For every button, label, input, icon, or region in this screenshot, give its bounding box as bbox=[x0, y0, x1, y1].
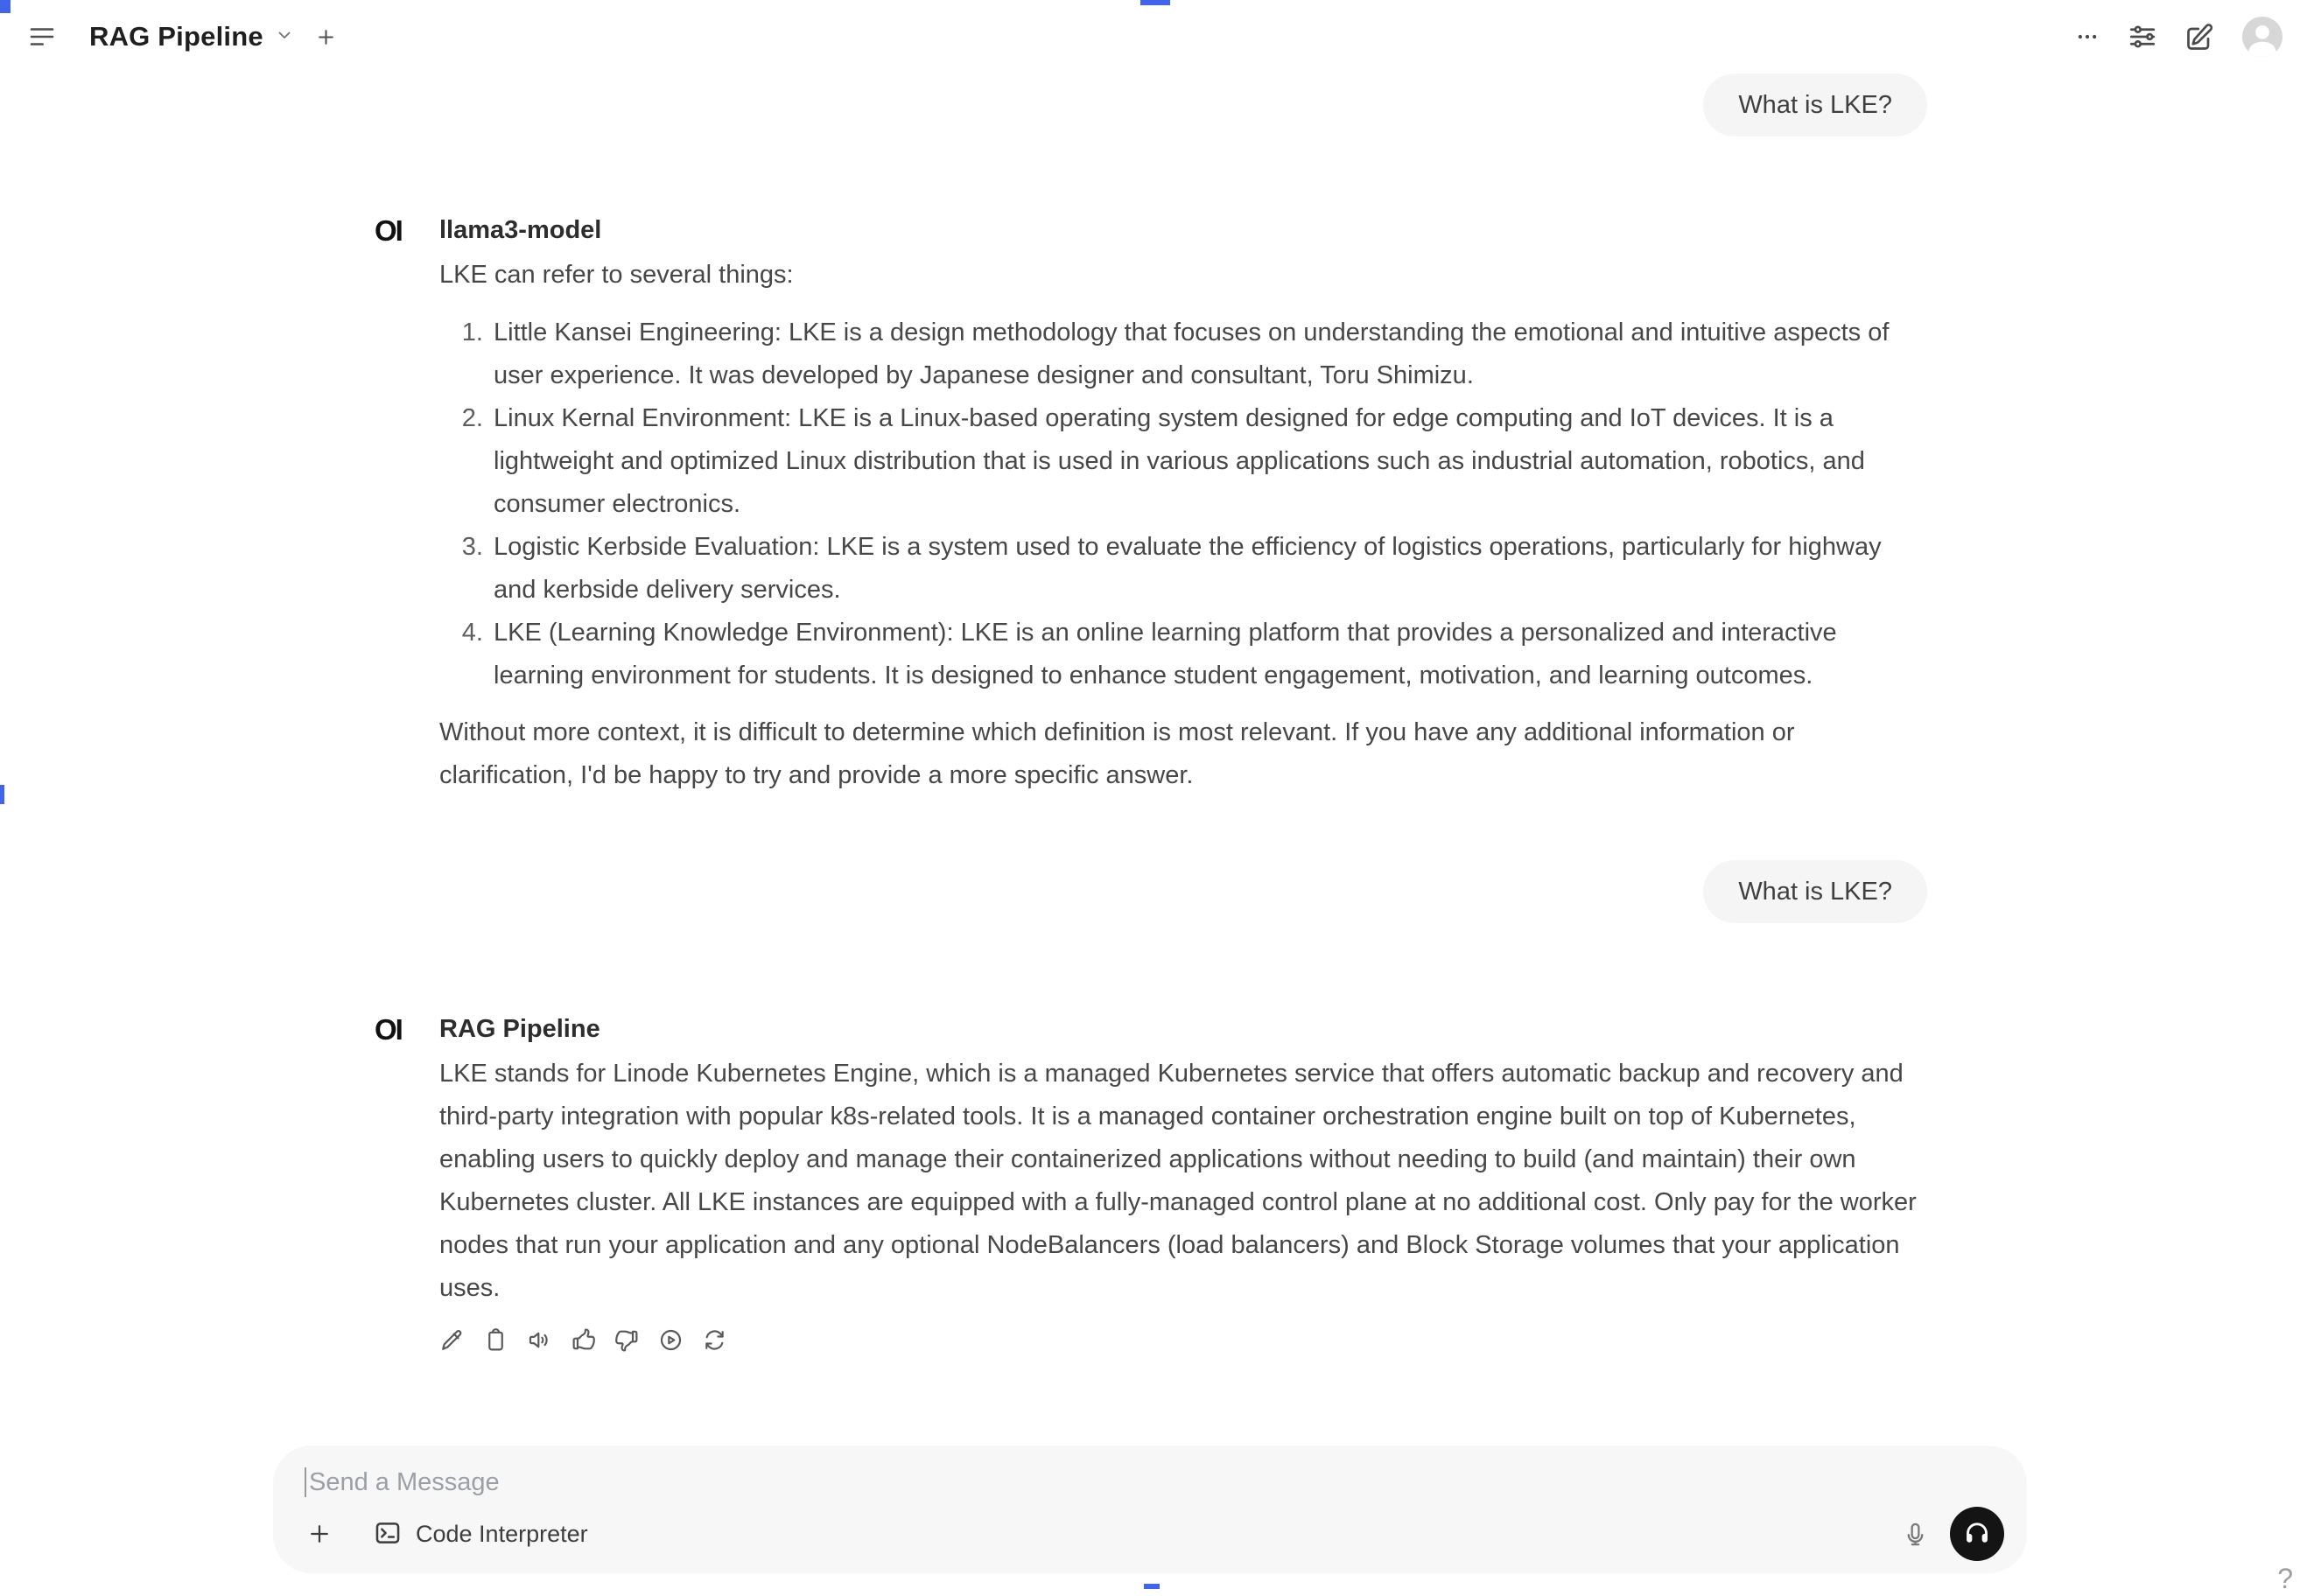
microphone-icon[interactable] bbox=[1902, 1521, 1929, 1548]
continue-response-icon[interactable] bbox=[658, 1327, 684, 1353]
message-list bbox=[439, 312, 1927, 697]
model-name: RAG Pipeline bbox=[439, 1015, 600, 1043]
user-message-bubble: What is LKE? bbox=[1703, 860, 1927, 923]
text-caret bbox=[305, 1467, 306, 1497]
message-paragraph: LKE can refer to several things: bbox=[439, 261, 794, 289]
user-message-bubble: What is LKE? bbox=[1703, 74, 1927, 136]
assistant-message-2 bbox=[375, 1011, 1927, 1353]
screenshot-artifact bbox=[1140, 0, 1170, 5]
chevron-down-icon[interactable] bbox=[274, 24, 295, 50]
edit-message-icon[interactable] bbox=[439, 1327, 465, 1353]
copy-icon[interactable] bbox=[483, 1327, 508, 1353]
screenshot-artifact bbox=[0, 785, 4, 804]
more-options-icon[interactable] bbox=[2074, 24, 2100, 50]
list-item: 3. Logistic Kerbside Evaluation: LKE is a system used to evaluate the efficiency of logistics operations, particularly for highway and kerbside delivery services. bbox=[490, 526, 1927, 612]
thumbs-down-icon[interactable] bbox=[614, 1327, 640, 1353]
message-actions bbox=[439, 1327, 1927, 1353]
chat-controls-icon[interactable] bbox=[2127, 21, 2158, 52]
model-name: llama3-model bbox=[439, 216, 602, 244]
chat-title-group[interactable] bbox=[89, 21, 338, 52]
regenerate-icon[interactable] bbox=[702, 1327, 727, 1353]
screenshot-artifact bbox=[0, 0, 11, 13]
input-placeholder: Send a Message bbox=[309, 1467, 500, 1496]
message-paragraph: Without more context, it is difficult to determine which definition is most relevant. If you have any additional information or clarification, I'd be happy to try and provide a more specific answer. bbox=[439, 718, 1795, 789]
composer-controls bbox=[303, 1507, 2004, 1561]
voice-call-button[interactable] bbox=[1950, 1507, 2004, 1561]
message-paragraph: LKE stands for Linode Kubernetes Engine, which is a managed Kubernetes service that offers automatic backup and recovery and third-party integration with popular k8s-related tools. It is a managed container orchestration engine built on top of Kubernetes, enabling users to quickly deploy and manage their containerized applications without needing to build (and maintain) their own Kubernetes cluster. All LKE instances are equipped with a fully-managed control plane at no additional cost. Only pay for the worker nodes that run your application and any optional NodeBalancers (load balancers) and Block Storage volumes that your application uses. bbox=[439, 1060, 1917, 1302]
conversation-area bbox=[375, 74, 1927, 1353]
edit-chat-icon[interactable] bbox=[2184, 21, 2216, 52]
assistant-message-1 bbox=[375, 212, 1927, 797]
header-actions bbox=[2074, 17, 2282, 57]
new-chat-plus-icon[interactable] bbox=[314, 25, 338, 49]
screenshot-artifact bbox=[1144, 1584, 1160, 1589]
sidebar-toggle-icon[interactable] bbox=[23, 18, 61, 56]
read-aloud-icon[interactable] bbox=[527, 1327, 552, 1353]
message-composer bbox=[273, 1446, 2027, 1573]
model-logo: OI bbox=[375, 214, 402, 247]
list-item: 4. LKE (Learning Knowledge Environment): LKE is an online learning platform that provides a personalized and interactive learning environment for students. It is designed to enhance student engagement, motivation, and learning outcomes. bbox=[490, 612, 1927, 697]
page-title: RAG Pipeline bbox=[89, 21, 263, 52]
top-bar bbox=[0, 0, 2300, 74]
headphones-icon bbox=[1962, 1518, 1992, 1550]
list-item: 2. Linux Kernal Environment: LKE is a Linux-based operating system designed for edge computing and IoT devices. It is a lightweight and optimized Linux distribution that is used in various applications such as industrial automation, robotics, and consumer electronics. bbox=[490, 397, 1927, 526]
model-logo: OI bbox=[375, 1013, 402, 1046]
attach-plus-icon[interactable] bbox=[306, 1521, 333, 1547]
thumbs-up-icon[interactable] bbox=[571, 1327, 596, 1353]
code-interpreter-label: Code Interpreter bbox=[416, 1520, 588, 1547]
message-input[interactable] bbox=[305, 1465, 2001, 1500]
user-avatar-icon[interactable] bbox=[2242, 17, 2282, 57]
list-item: 1. Little Kansei Engineering: LKE is a design methodology that focuses on understanding the emotional and intuitive aspects of user experience. It was developed by Japanese designer and consultant, Toru Shimizu. bbox=[490, 312, 1927, 397]
help-button[interactable]: ? bbox=[2272, 1562, 2298, 1596]
code-interpreter-toggle[interactable] bbox=[373, 1518, 588, 1550]
terminal-icon bbox=[373, 1518, 403, 1550]
